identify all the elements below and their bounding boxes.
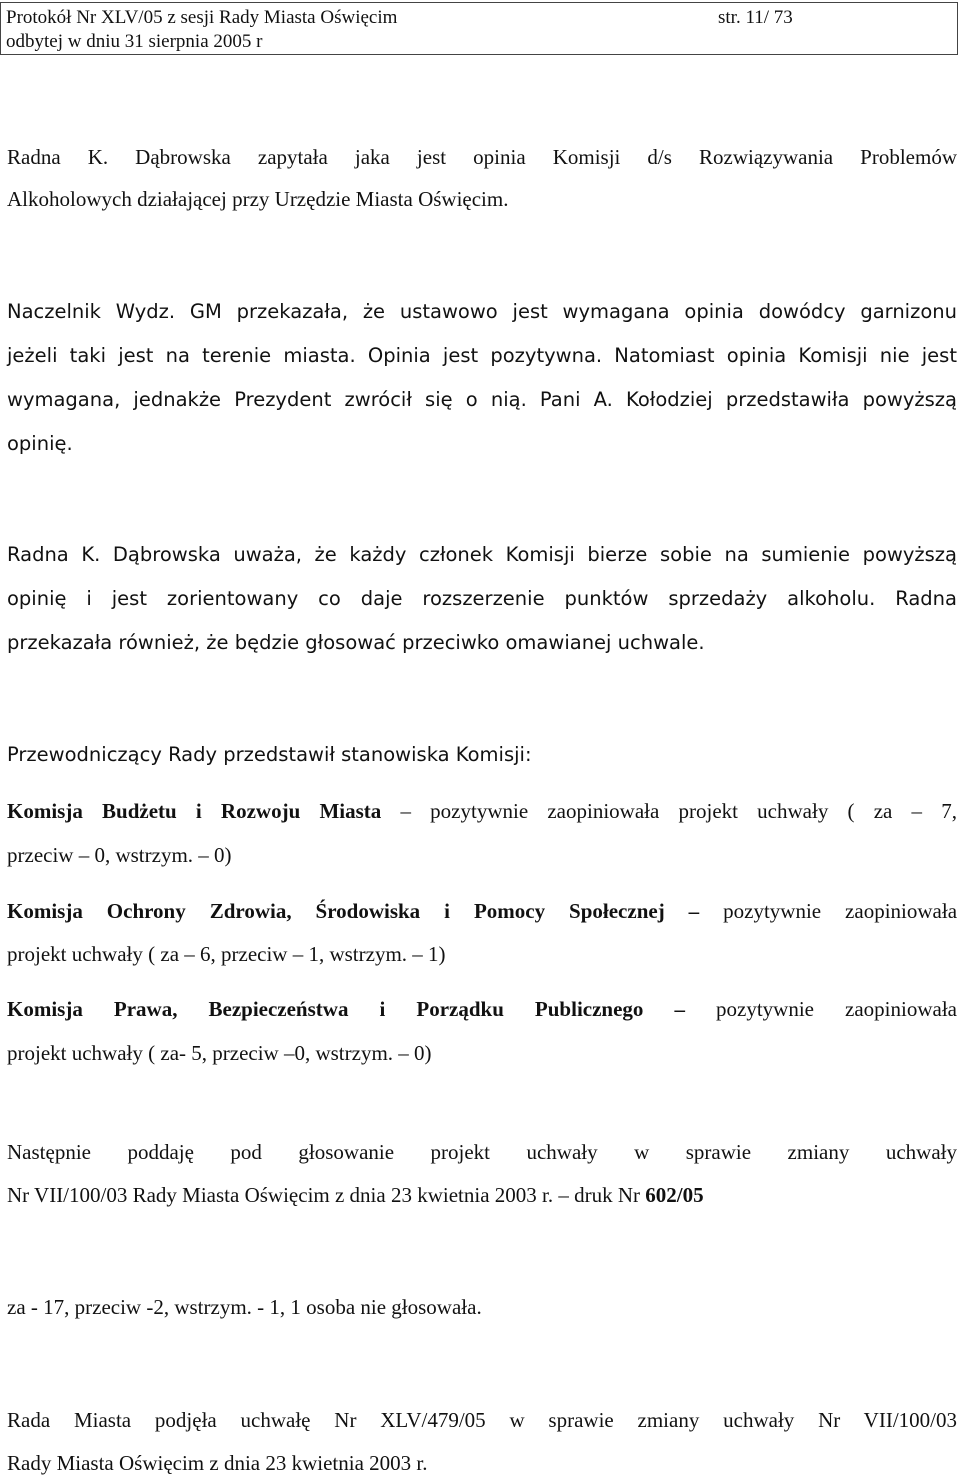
session-date: odbytej w dniu 31 sierpnia 2005 r — [6, 31, 263, 52]
commission-law-line2: projekt uchwały ( za- 5, przeciw –0, wstrzym. – 0) — [7, 1041, 432, 1065]
commission-budget-line1 — [7, 800, 957, 822]
p1-line2: Alkoholowych działającej przy Urzędzie Miasta Oświęcim. — [7, 187, 509, 211]
commission-health-name: Komisja Ochrony Zdrowia, Środowiska i Pomocy Społecznej – — [7, 899, 700, 923]
p2-line1: Naczelnik Wydz. GM przekazała, że ustawowo jest wymagana opinia dowódcy garnizonu — [7, 300, 957, 323]
commission-law-line1 — [7, 998, 957, 1020]
p3-line2: opinię i jest zorientowany co daje rozszerzenie punktów sprzedaży alkoholu. Radna — [7, 587, 957, 610]
p2-line4: opinię. — [7, 432, 73, 455]
p1-line1: Radna K. Dąbrowska zapytała jaka jest opinia Komisji d/s Rozwiązywania Problemów — [7, 145, 957, 169]
p7-line1: Rada Miasta podjęła uchwałę Nr XLV/479/05 w sprawie zmiany uchwały Nr VII/100/03 — [7, 1408, 957, 1432]
p4-line1: Przewodniczący Rady przedstawił stanowiska Komisji: — [7, 743, 532, 766]
p2-line3: wymagana, jednakże Prezydent zwrócił się o nią. Pani A. Kołodziej przedstawiła powyższą — [7, 388, 957, 411]
page-header — [0, 0, 960, 58]
commission-law-opinion: pozytywnie zaopiniowała — [716, 997, 957, 1021]
page-number: str. 11/ 73 — [718, 7, 793, 28]
p5-line2-text: Nr VII/100/03 Rady Miasta Oświęcim z dnia 23 kwietnia 2003 r. – druk Nr — [7, 1183, 646, 1207]
commission-budget-line2: przeciw – 0, wstrzym. – 0) — [7, 843, 232, 867]
commission-health-line2: projekt uchwały ( za – 6, przeciw – 1, wstrzym. – 1) — [7, 942, 446, 966]
p7-line2: Rady Miasta Oświęcim z dnia 23 kwietnia 2003 r. — [7, 1451, 428, 1475]
commission-budget-name: Komisja Budżetu i Rozwoju Miasta — [7, 799, 382, 823]
vote-result: za - 17, przeciw -2, wstrzym. - 1, 1 osoba nie głosowała. — [7, 1295, 482, 1319]
print-number: 602/05 — [645, 1183, 704, 1207]
commission-law-name: Komisja Prawa, Bezpieczeństwa i Porządku Publicznego – — [7, 997, 685, 1021]
commission-budget-opinion: – pozytywnie zaopiniowała projekt uchwały ( za – 7, — [400, 799, 957, 823]
p5-line2 — [7, 1184, 957, 1206]
p3-line1: Radna K. Dąbrowska uważa, że każdy członek Komisji bierze sobie na sumienie powyższą — [7, 543, 957, 566]
protocol-title: Protokół Nr XLV/05 z sesji Rady Miasta Oświęcim — [6, 7, 398, 28]
commission-health-line1 — [7, 900, 957, 922]
p2-line2: jeżeli taki jest na terenie miasta. Opinia jest pozytywna. Natomiast opinia Komisji nie jest — [7, 344, 957, 367]
p3-line3: przekazała również, że będzie głosować przeciwko omawianej uchwale. — [7, 631, 705, 654]
commission-health-opinion: pozytywnie zaopiniowała — [723, 899, 958, 923]
p5-line1: Następnie poddaję pod głosowanie projekt uchwały w sprawie zmiany uchwały — [7, 1140, 957, 1164]
